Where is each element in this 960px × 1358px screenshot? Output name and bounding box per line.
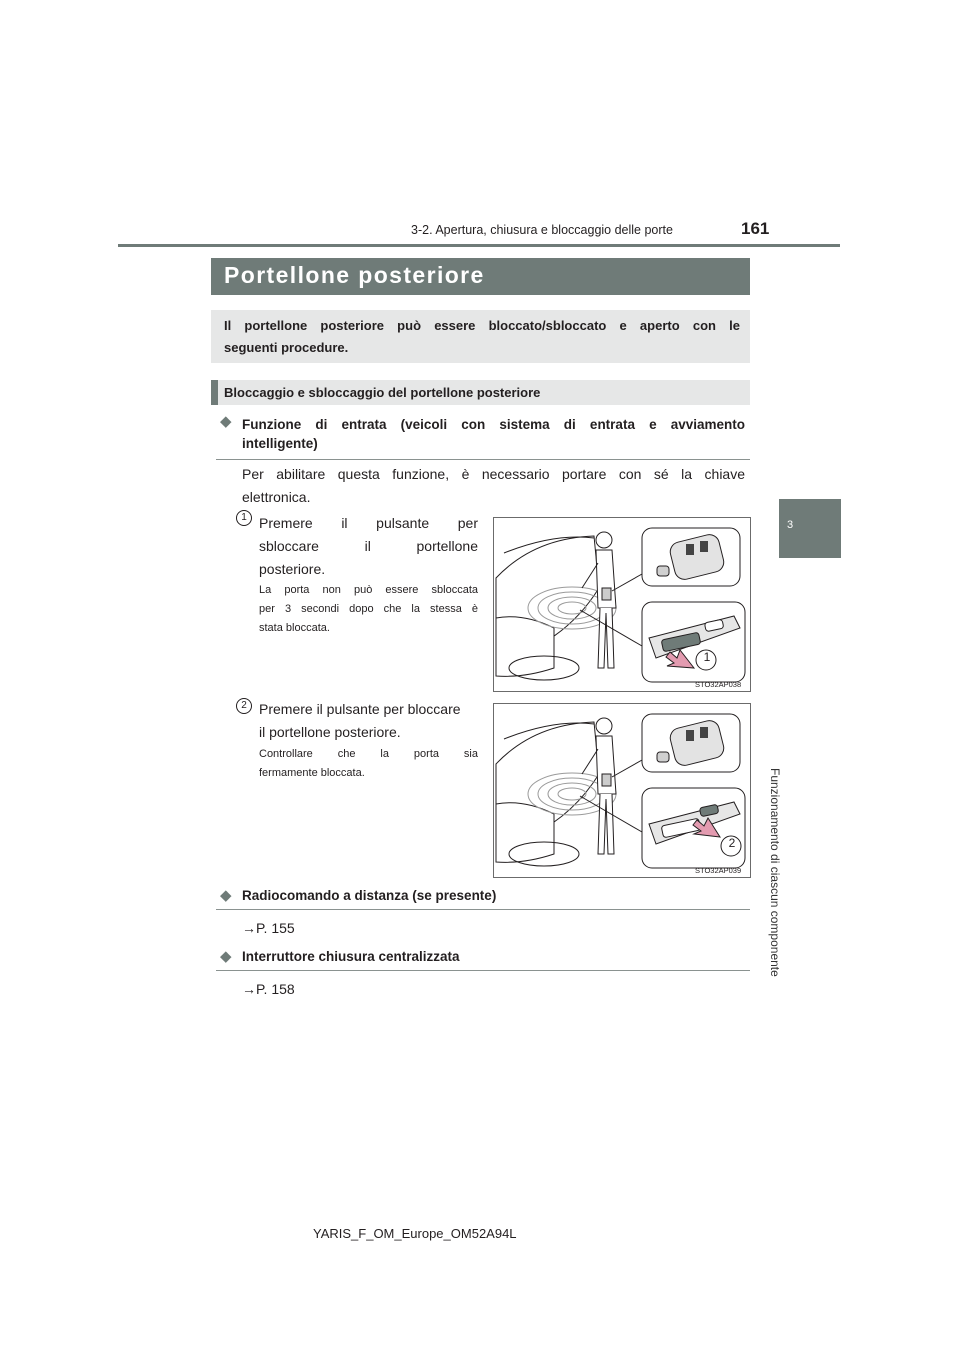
diamond-icon: ◆ — [220, 948, 232, 965]
step-2-note-line-2: fermamente bloccata. — [259, 767, 365, 779]
step-number-2: 2 — [236, 698, 252, 714]
chapter-number: 3 — [786, 519, 794, 531]
remote-heading: Radiocomando a distanza (se presente) — [242, 888, 497, 903]
page-title: Portellone posteriore — [224, 262, 485, 288]
central-lock-page-reference: →P. 158 — [242, 981, 295, 997]
figure-unlock — [493, 517, 751, 692]
central-lock-heading: Interruttore chiusura centralizzata — [242, 949, 460, 964]
header-rule — [118, 244, 840, 247]
entry-function-heading-line-2: intelligente) — [242, 436, 318, 451]
step-1-line-3: posteriore. — [259, 561, 326, 577]
step-1-note-line-3: stata bloccata. — [259, 622, 330, 634]
step-2-line-1: Premere il pulsante per bloccare — [259, 701, 461, 717]
heading-rule — [216, 970, 750, 971]
entry-description-line-1: Per abilitare questa funzione, è necessario portare con sé la chiave — [242, 466, 745, 482]
figure-lock — [493, 703, 751, 878]
chapter-label: Funzionamento di ciascun componente — [768, 768, 782, 977]
diamond-icon: ◆ — [220, 887, 232, 904]
step-1-line-1: Premere il pulsante per — [259, 515, 478, 531]
subsection-heading: Bloccaggio e sbloccaggio del portellone posteriore — [224, 385, 541, 400]
intro-line-2: seguenti procedure. — [224, 340, 349, 355]
step-2-line-2: il portellone posteriore. — [259, 724, 401, 740]
step-1-note-line-1: La porta non può essere sbloccata — [259, 584, 478, 596]
step-2-note-line-1: Controllare che la porta sia — [259, 748, 478, 760]
figure-code: STO32AP038 — [695, 680, 742, 689]
figure-code: STO32AP039 — [695, 866, 742, 875]
heading-rule — [216, 909, 750, 910]
remote-page-reference: →P. 155 — [242, 920, 295, 936]
callout-2: 2 — [728, 836, 736, 850]
entry-function-heading-line-1: Funzione di entrata (veicoli con sistema di entrata e avviamento — [242, 417, 745, 432]
subsection-marker — [211, 380, 218, 405]
intro-line-1: Il portellone posteriore può essere bloccato/sbloccato e aperto con le — [224, 318, 740, 333]
heading-rule — [216, 459, 750, 460]
callout-1: 1 — [703, 650, 711, 664]
unlock-illustration — [494, 518, 750, 691]
entry-description-line-2: elettronica. — [242, 489, 311, 505]
section-reference: 3-2. Apertura, chiusura e bloccaggio delle porte — [411, 223, 673, 237]
footer-code: YARIS_F_OM_Europe_OM52A94L — [313, 1226, 517, 1241]
step-number-1: 1 — [236, 510, 252, 526]
diamond-icon: ◆ — [220, 413, 232, 430]
intro-text — [224, 315, 740, 359]
step-1-note-line-2: per 3 secondi dopo che la stessa è — [259, 603, 478, 615]
page-number: 161 — [741, 219, 770, 238]
lock-illustration — [494, 704, 750, 877]
step-1-line-2: sbloccare il portellone — [259, 538, 478, 554]
